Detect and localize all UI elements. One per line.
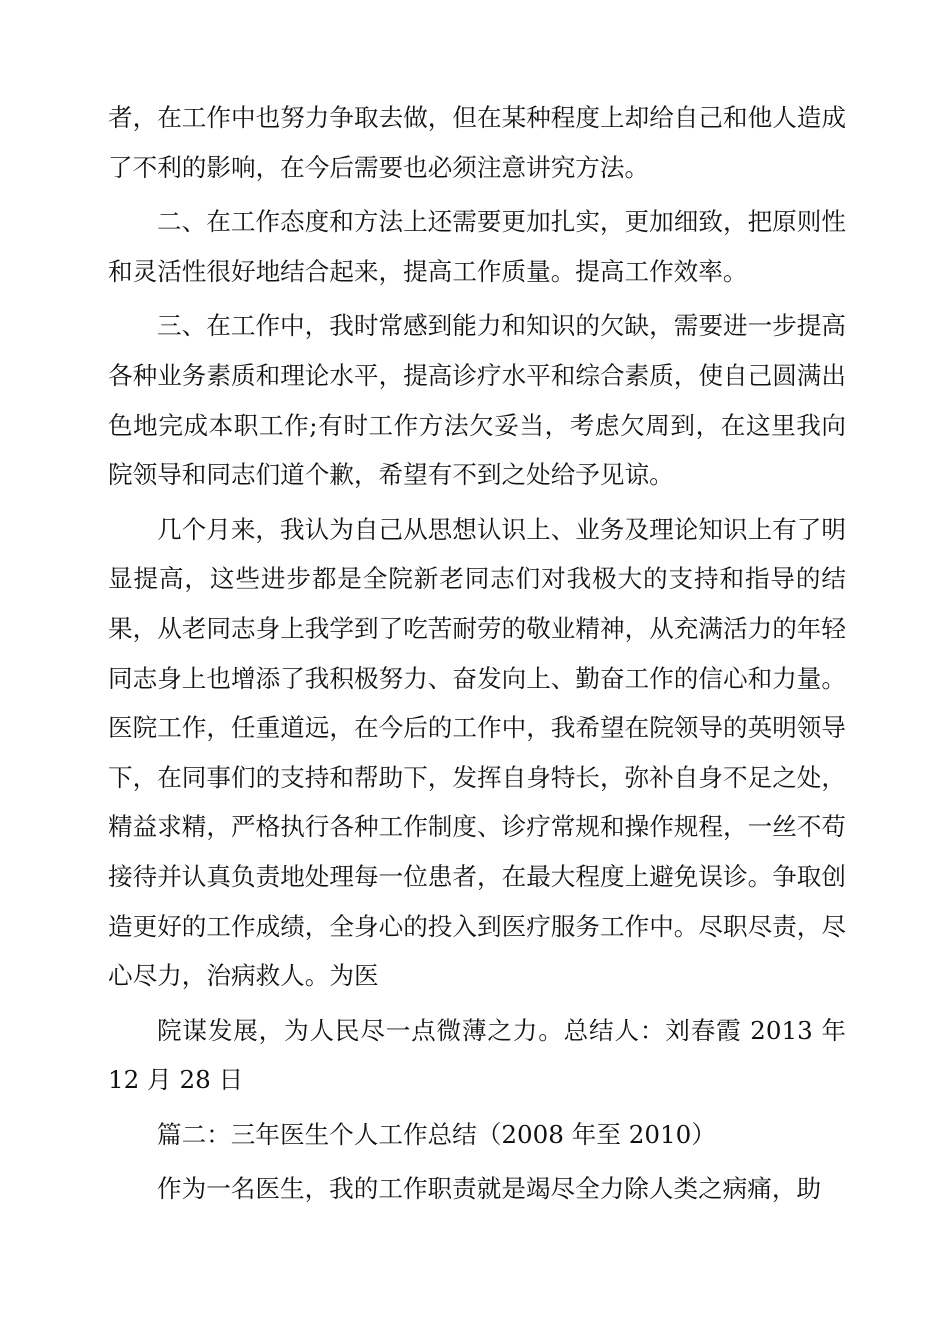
paragraph-intro: 作为一名医生，我的工作职责就是竭尽全力除人类之病痛，助 (157, 1174, 822, 1204)
section-heading: 篇二：三年医生个人工作总结（2008 年至 2010） (157, 1119, 716, 1149)
document-page (108, 93, 846, 1214)
paragraph-point-three: 三、在工作中，我时常感到能力和知识的欠缺，需要进一步提高各种业务素质和理论水平，提高诊疗水平和综合素质，使自己圆满出色地完成本职工作;有时工作方法欠妥当，考虑欠周到，在这里我向院领导和同志们道个歉，希望有不到之处给予见谅。 (108, 311, 846, 490)
paragraph-point-two: 二、在工作态度和方法上还需要更加扎实，更加细致，把原则性和灵活性很好地结合起来，提高工作质量。提高工作效率。 (108, 207, 846, 286)
paragraph-continuation: 者，在工作中也努力争取去做，但在某种程度上却给自己和他人造成了不利的影响，在今后需要也必须注意讲究方法。 (108, 103, 846, 182)
paragraph-signature: 院谋发展，为人民尽一点微薄之力。总结人：刘春霞 2013 年 12 月 28 日 (108, 1015, 846, 1095)
paragraph-summary: 几个月来，我认为自己从思想认识上、业务及理论知识上有了明显提高，这些进步都是全院新老同志们对我极大的支持和指导的结果，从老同志身上我学到了吃苦耐劳的敬业精神，从充满活力的年轻同志身上也增添了我积极努力、奋发向上、勤奋工作的信心和力量。医院工作，任重道远，在今后的工作中，我希望在院领导的英明领导下，在同事们的支持和帮助下，发挥自身特长，弥补自身不足之处，精益求精，严格执行各种工作制度、诊疗常规和操作规程，一丝不苟接待并认真负责地处理每一位患者，在最大程度上避免误诊。争取创造更好的工作成绩，全身心的投入到医疗服务工作中。尽职尽责，尽心尽力，治病救人。为医 (108, 514, 846, 991)
